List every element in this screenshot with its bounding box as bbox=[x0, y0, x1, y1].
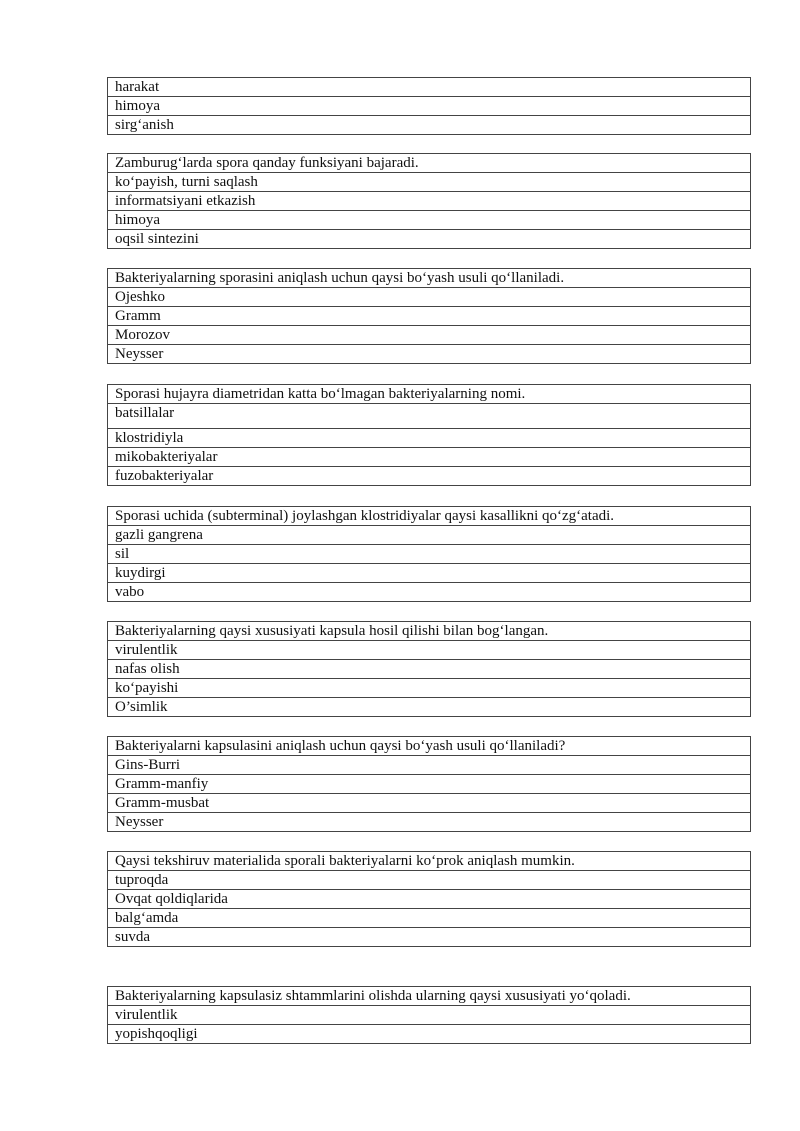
option-1: virulentlik bbox=[108, 641, 751, 660]
option-1: virulentlik bbox=[108, 1006, 751, 1025]
option-2: nafas olish bbox=[108, 660, 751, 679]
question-text: Bakteriyalarning kapsulasiz shtammlarini olishda ularning qaysi xususiyati yo‘qoladi. bbox=[108, 987, 751, 1006]
option-4: fuzobakteriyalar bbox=[108, 467, 751, 486]
option-3: mikobakteriyalar bbox=[108, 448, 751, 467]
option-4: oqsil sintezini bbox=[108, 230, 751, 249]
option-4: O’simlik bbox=[108, 698, 751, 717]
question-block-4 bbox=[107, 384, 751, 486]
option-2: Gramm-manfiy bbox=[108, 775, 751, 794]
option-1: Gins-Burri bbox=[108, 756, 751, 775]
option-1: gazli gangrena bbox=[108, 526, 751, 545]
option-2: sil bbox=[108, 545, 751, 564]
question-text: Qaysi tekshiruv materialida sporali bakteriyalarni ko‘prok aniqlash mumkin. bbox=[108, 852, 751, 871]
option-2: klostridiyla bbox=[108, 429, 751, 448]
question-block-8 bbox=[107, 851, 751, 947]
option-4: vabo bbox=[108, 583, 751, 602]
option-3: Gramm-musbat bbox=[108, 794, 751, 813]
option-2: Ovqat qoldiqlarida bbox=[108, 890, 751, 909]
option-1: ko‘payish, turni saqlash bbox=[108, 173, 751, 192]
question-text: Bakteriyalarning sporasini aniqlash uchun qaysi bo‘yash usuli qo‘llaniladi. bbox=[108, 269, 751, 288]
option-3: kuydirgi bbox=[108, 564, 751, 583]
question-block-1 bbox=[107, 77, 751, 135]
option-2: himoya bbox=[108, 97, 751, 116]
option-3: sirg‘anish bbox=[108, 116, 751, 135]
option-4: Neysser bbox=[108, 813, 751, 832]
question-block-5 bbox=[107, 506, 751, 602]
question-text: Sporasi uchida (subterminal) joylashgan klostridiyalar qaysi kasallikni qo‘zg‘atadi. bbox=[108, 507, 751, 526]
option-3: ko‘payishi bbox=[108, 679, 751, 698]
option-3: balg‘amda bbox=[108, 909, 751, 928]
option-3: Morozov bbox=[108, 326, 751, 345]
question-block-2 bbox=[107, 153, 751, 249]
option-2: informatsiyani etkazish bbox=[108, 192, 751, 211]
option-2: yopishqoqligi bbox=[108, 1025, 751, 1044]
question-block-6 bbox=[107, 621, 751, 717]
option-1: batsillalar bbox=[108, 404, 751, 429]
question-text: Sporasi hujayra diametridan katta bo‘lmagan bakteriyalarning nomi. bbox=[108, 385, 751, 404]
question-block-9 bbox=[107, 986, 751, 1044]
question-text: Zamburug‘larda spora qanday funksiyani bajaradi. bbox=[108, 154, 751, 173]
question-text: Bakteriyalarni kapsulasini aniqlash uchun qaysi bo‘yash usuli qo‘llaniladi? bbox=[108, 737, 751, 756]
question-block-3 bbox=[107, 268, 751, 364]
option-4: suvda bbox=[108, 928, 751, 947]
option-3: himoya bbox=[108, 211, 751, 230]
question-text: Bakteriyalarning qaysi xususiyati kapsula hosil qilishi bilan bog‘langan. bbox=[108, 622, 751, 641]
option-4: Neysser bbox=[108, 345, 751, 364]
question-block-7 bbox=[107, 736, 751, 832]
option-1: Ojeshko bbox=[108, 288, 751, 307]
option-1: tuproqda bbox=[108, 871, 751, 890]
option-1: harakat bbox=[108, 78, 751, 97]
option-2: Gramm bbox=[108, 307, 751, 326]
